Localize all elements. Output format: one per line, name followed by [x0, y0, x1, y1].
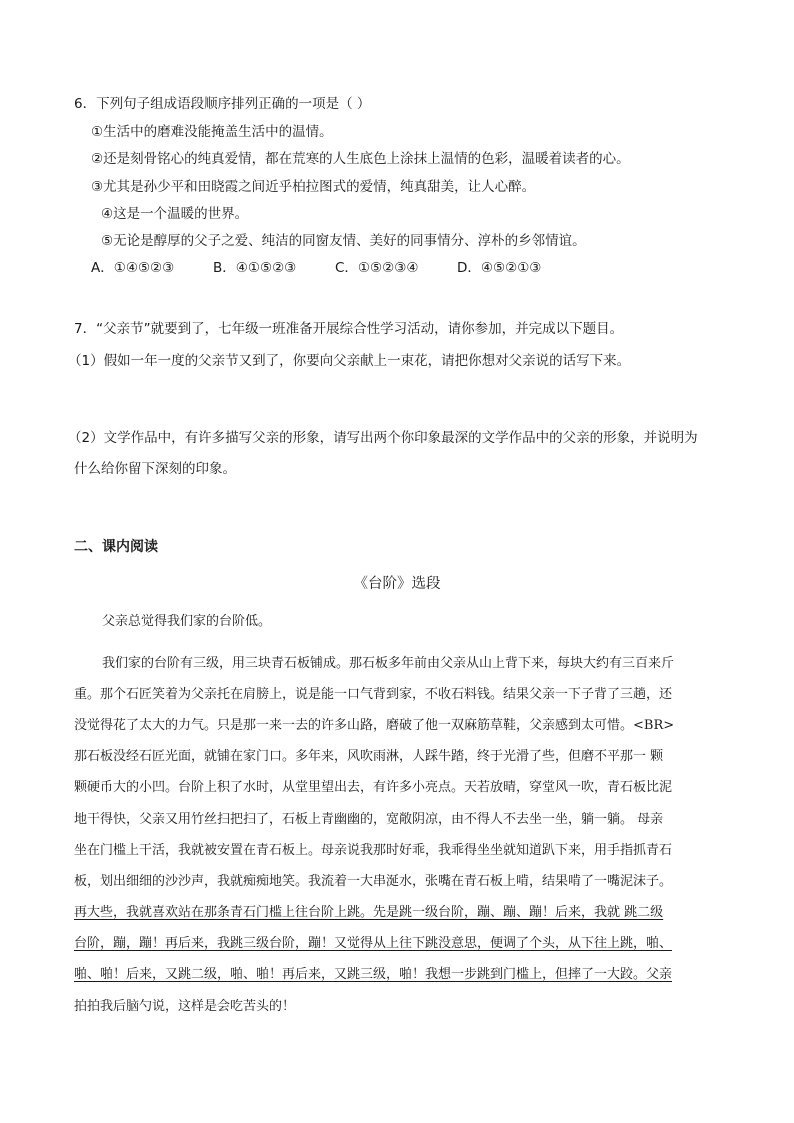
- question-6-item-2: ②还是刻骨铭心的纯真爱情，都在荒寒的人生底色上涂抹上温情的色彩，温暖着读者的心。: [91, 151, 630, 167]
- option-a: A．①④⑤②③: [91, 260, 175, 276]
- passage-line: 颗硬币大的小凹。台阶上积了水时，从堂里望出去，有许多小亮点。天若放晴，穿堂风一吹，青石板比泥: [74, 780, 673, 795]
- passage-line: 我们家的台阶有三级，用三块青石板铺成。那石板多年前由父亲从山上背下来，每块大约有三百来斤: [102, 656, 675, 671]
- passage-line: 地干得快，父亲又用竹丝扫把扫了，石板上青幽幽的，宽敞阴凉，由不得人不去坐一坐，躺一躺。 母亲: [74, 812, 664, 827]
- option-b: B．④①⑤②③: [213, 260, 297, 276]
- question-6-item-5: ⑤无论是醇厚的父子之爱、纯洁的同窗友情、美好的同事情分、淳朴的乡邻情谊。: [101, 233, 586, 249]
- passage-line-underlined: 再大些，我就喜欢站在那条青石门槛上往台阶上跳。先是跳一级台阶，蹦、蹦、蹦！后来，我就 跳二级: [74, 905, 664, 920]
- question-6-item-1: ①生活中的磨难没能掩盖生活中的温情。: [91, 124, 333, 140]
- question-6-stem: 6．下列句子组成语段顺序排列正确的一项是（ ）: [74, 96, 371, 112]
- option-d: D．④⑤②①③: [457, 260, 542, 276]
- passage-line: 没觉得花了太大的力气。只是那一来一去的许多山路，磨破了他一双麻筋草鞋，父亲感到太可惜。<BR>: [74, 718, 675, 733]
- question-7-sub2-line2: 什么给你留下深刻的印象。: [74, 461, 236, 477]
- question-6-item-4: ④这是一个温暖的世界。: [101, 206, 249, 222]
- passage-line: 拍拍我后脑勺说，这样是会吃苦头的！: [74, 999, 296, 1014]
- passage-line: 父亲总觉得我们家的台阶低。: [102, 614, 272, 629]
- passage-line: 坐在门槛上干活，我就被安置在青石板上。母亲说我那时好乖，我乖得坐坐就知道趴下来，用手指抓青石: [74, 843, 673, 858]
- passage-line: 板，划出细细的沙沙声，我就痴痴地笑。我流着一大串涎水，张嘴在青石板上啃，结果啃了一嘴泥沫子。: [74, 874, 673, 889]
- question-7-sub2-line1: （2）文学作品中，有许多描写父亲的形象，请写出两个你印象最深的文学作品中的父亲的形象，并说明为: [68, 430, 698, 446]
- question-6-item-3: ③尤其是孙少平和田晓霞之间近乎柏拉图式的爱情，纯真甜美，让人心醉。: [91, 179, 536, 195]
- option-c: C．①⑤②③④: [335, 260, 419, 276]
- question-6-options: [91, 259, 541, 277]
- question-7-sub1: （1）假如一年一度的父亲节又到了，你要向父亲献上一束花，请把你想对父亲说的话写下来。: [68, 353, 631, 369]
- passage-title: 《台阶》选段: [353, 576, 441, 592]
- passage-line-underlined: 啪、啪！后来，又跳二级，啪、啪！再后来，又跳三级，啪！我想一步跳到门槛上，但摔了一大跤。父亲: [74, 967, 673, 982]
- passage-line-underlined: 台阶，蹦，蹦！再后来，我跳三级台阶，蹦！又觉得从上往下跳没意思，便调了个头，从下往上跳，啪、: [74, 936, 673, 951]
- section-heading: 二、课内阅读: [74, 539, 158, 555]
- passage-line: 那石板没经石匠光面，就铺在家门口。多年来，风吹雨淋，人踩牛踏，终于光滑了些，但磨不平那一 颗: [74, 749, 664, 764]
- passage-line: 重。那个石匠笑着为父亲托在肩膀上，说是能一口气背到家，不收石料钱。结果父亲一下子背了三趟，还: [74, 687, 673, 702]
- question-7-stem: 7．“父亲节”就要到了，七年级一班准备开展综合性学习活动，请你参加，并完成以下题目。: [74, 321, 624, 337]
